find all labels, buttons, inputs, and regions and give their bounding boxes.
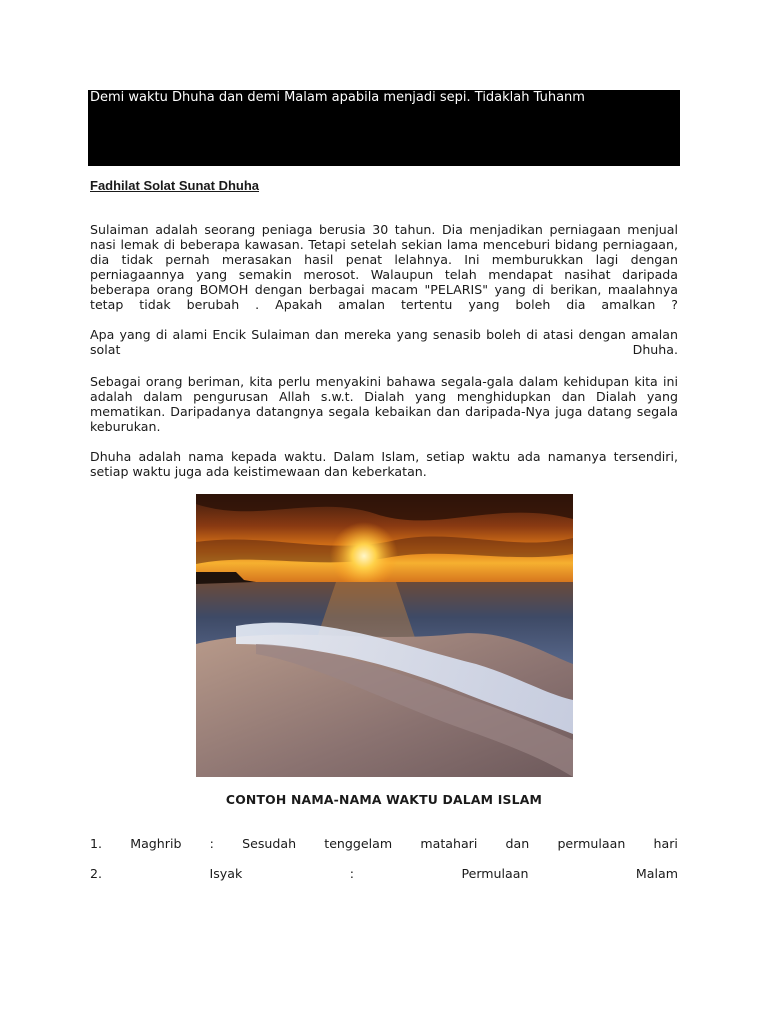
- desc-word: matahari: [420, 836, 478, 851]
- desc-word: Sesudah: [242, 836, 297, 851]
- desc-word: Permulaan: [461, 866, 529, 881]
- desc-word: dan: [505, 836, 530, 851]
- time-name: Maghrib: [130, 836, 182, 851]
- time-name: Isyak: [209, 866, 243, 881]
- desc-word: tenggelam: [324, 836, 393, 851]
- item-number: 2.: [90, 866, 103, 881]
- paragraph-1: Sulaiman adalah seorang peniaga berusia 30 tahun. Dia menjadikan perniagaan menjual nasi lemak di beberapa kawasan. Tetapi setelah sekian lama menceburi bidang perniagaan, dia tidak pernah merasakan hasil penat lelahnya. Ini memburukkan lagi dengan perniagaannya yang semakin merosot. Walaupun telah mendapat nasihat daripada beberapa orang BOMOH dengan berbagai macam "PELARIS" yang di berikan, maalahnya tetap tidak berubah . Apakah amalan tertentu yang boleh dia amalkan ?: [90, 222, 678, 312]
- sunset-beach-photo: [196, 494, 573, 777]
- separator: :: [349, 866, 354, 881]
- separator: :: [209, 836, 214, 851]
- desc-word: Malam: [635, 866, 678, 881]
- time-row-maghrib: [90, 836, 678, 851]
- article-heading: Fadhilat Solat Sunat Dhuha: [90, 178, 260, 193]
- paragraph-4: Dhuha adalah nama kepada waktu. Dalam Islam, setiap waktu ada namanya tersendiri, setiap waktu juga ada keistimewaan dan keberkatan.: [90, 449, 678, 479]
- paragraph-3: Sebagai orang beriman, kita perlu menyakini bahawa segala-gala dalam kehidupan kita ini adalah dalam pengurusan Allah s.w.t. Dialah yang menghidupkan dan Dialah yang mematikan. Daripadanya datangnya segala kebaikan dan daripada-Nya juga datang segala keburukan.: [90, 374, 678, 434]
- item-number: 1.: [90, 836, 103, 851]
- quote-text: Demi waktu Dhuha dan demi Malam apabila menjadi sepi. Tidaklah Tuhanm: [90, 90, 585, 105]
- time-row-isyak: [90, 866, 678, 881]
- desc-word: permulaan: [557, 836, 626, 851]
- quote-banner: [88, 90, 680, 166]
- paragraph-2: Apa yang di alami Encik Sulaiman dan mereka yang senasib boleh di atasi dengan amalan solat Dhuha.: [90, 327, 678, 357]
- section-caption: CONTOH NAMA-NAMA WAKTU DALAM ISLAM: [225, 792, 543, 807]
- desc-word: hari: [653, 836, 678, 851]
